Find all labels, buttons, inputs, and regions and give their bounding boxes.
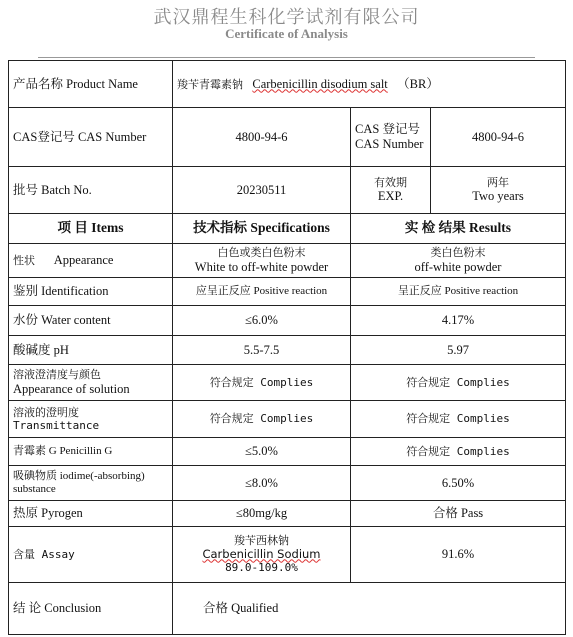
- result-cell: 91.6%: [351, 527, 566, 583]
- item-cell: 青霉素 G Penicillin G: [9, 438, 173, 466]
- table-row: [9, 466, 566, 501]
- spec-cell: 符合规定 Complies: [173, 401, 351, 438]
- coa-table: [8, 60, 566, 635]
- item-cell: 鉴别 Identification: [9, 278, 173, 306]
- spec-cell: 白色或类白色粉末 White to off-white powder: [173, 244, 351, 278]
- result-cell: 4.17%: [351, 306, 566, 336]
- cas-row: [9, 108, 566, 167]
- cas-label-2: CAS 登记号 CAS Number: [351, 108, 431, 167]
- batch-row: [9, 167, 566, 214]
- col-results: 实 检 结果 Results: [351, 214, 566, 244]
- col-items: 项 目 Items: [9, 214, 173, 244]
- column-header-row: [9, 214, 566, 244]
- table-row: [9, 401, 566, 438]
- product-row: [9, 61, 566, 108]
- result-cell: 呈正反应 Positive reaction: [351, 278, 566, 306]
- table-row: [9, 244, 566, 278]
- spec-cell: ≤6.0%: [173, 306, 351, 336]
- result-cell: 符合规定 Complies: [351, 438, 566, 466]
- item-cell: 酸碱度 pH: [9, 336, 173, 365]
- result-cell: 6.50%: [351, 466, 566, 501]
- exp-value: 两年 Two years: [431, 167, 566, 214]
- spec-cell: ≤80mg/kg: [173, 501, 351, 527]
- item-cell: 性状 Appearance: [9, 244, 173, 278]
- table-row: [9, 501, 566, 527]
- conclusion-label: 结 论 Conclusion: [9, 583, 173, 635]
- table-row: [9, 365, 566, 401]
- col-specifications: 技术指标 Specifications: [173, 214, 351, 244]
- result-cell: 符合规定 Complies: [351, 401, 566, 438]
- table-row: [9, 306, 566, 336]
- company-name: 武汉鼎程生科化学试剂有限公司: [153, 7, 420, 27]
- spec-cell: 应呈正反应 Positive reaction: [173, 278, 351, 306]
- item-cell: 热原 Pyrogen: [9, 501, 173, 527]
- table-row: [9, 336, 566, 365]
- product-grade: （BR）: [397, 76, 439, 91]
- table-row: [9, 438, 566, 466]
- batch-label: 批号 Batch No.: [9, 167, 173, 214]
- cas-value: 4800-94-6: [173, 108, 351, 167]
- spec-cell: 羧苄西林钠 Carbenicillin Sodium 89.0-109.0%: [173, 527, 351, 583]
- item-cell: 含量 Assay: [9, 527, 173, 583]
- spec-cell: 符合规定 Complies: [173, 365, 351, 401]
- item-cell: 吸碘物质 iodime(-absorbing) substance: [9, 466, 173, 501]
- item-cell: 水份 Water content: [9, 306, 173, 336]
- cas-label: CAS登记号 CAS Number: [9, 108, 173, 167]
- table-row: [9, 278, 566, 306]
- batch-value: 20230511: [173, 167, 351, 214]
- result-cell: 类白色粉末 off-white powder: [351, 244, 566, 278]
- item-cell: 溶液的澄明度 Transmittance: [9, 401, 173, 438]
- result-cell: 合格 Pass: [351, 501, 566, 527]
- cas-value-2: 4800-94-6: [431, 108, 566, 167]
- conclusion-value: 合格 Qualified: [173, 583, 566, 635]
- spec-cell: ≤8.0%: [173, 466, 351, 501]
- table-row: [9, 527, 566, 583]
- product-name-en: Carbenicillin disodium salt: [252, 76, 388, 91]
- item-cell: 溶液澄清度与颜色 Appearance of solution: [9, 365, 173, 401]
- table-row: [9, 583, 566, 635]
- spec-cell: ≤5.0%: [173, 438, 351, 466]
- result-cell: 符合规定 Complies: [351, 365, 566, 401]
- document-subtitle: Certificate of Analysis: [225, 26, 348, 41]
- result-cell: 5.97: [351, 336, 566, 365]
- exp-label: 有效期 EXP.: [351, 167, 431, 214]
- spec-cell: 5.5-7.5: [173, 336, 351, 365]
- product-name-value: 羧苄青霉素钠 Carbenicillin disodium salt （BR）: [173, 61, 566, 108]
- header-divider: [38, 57, 535, 58]
- product-name-label: 产品名称 Product Name: [9, 61, 173, 108]
